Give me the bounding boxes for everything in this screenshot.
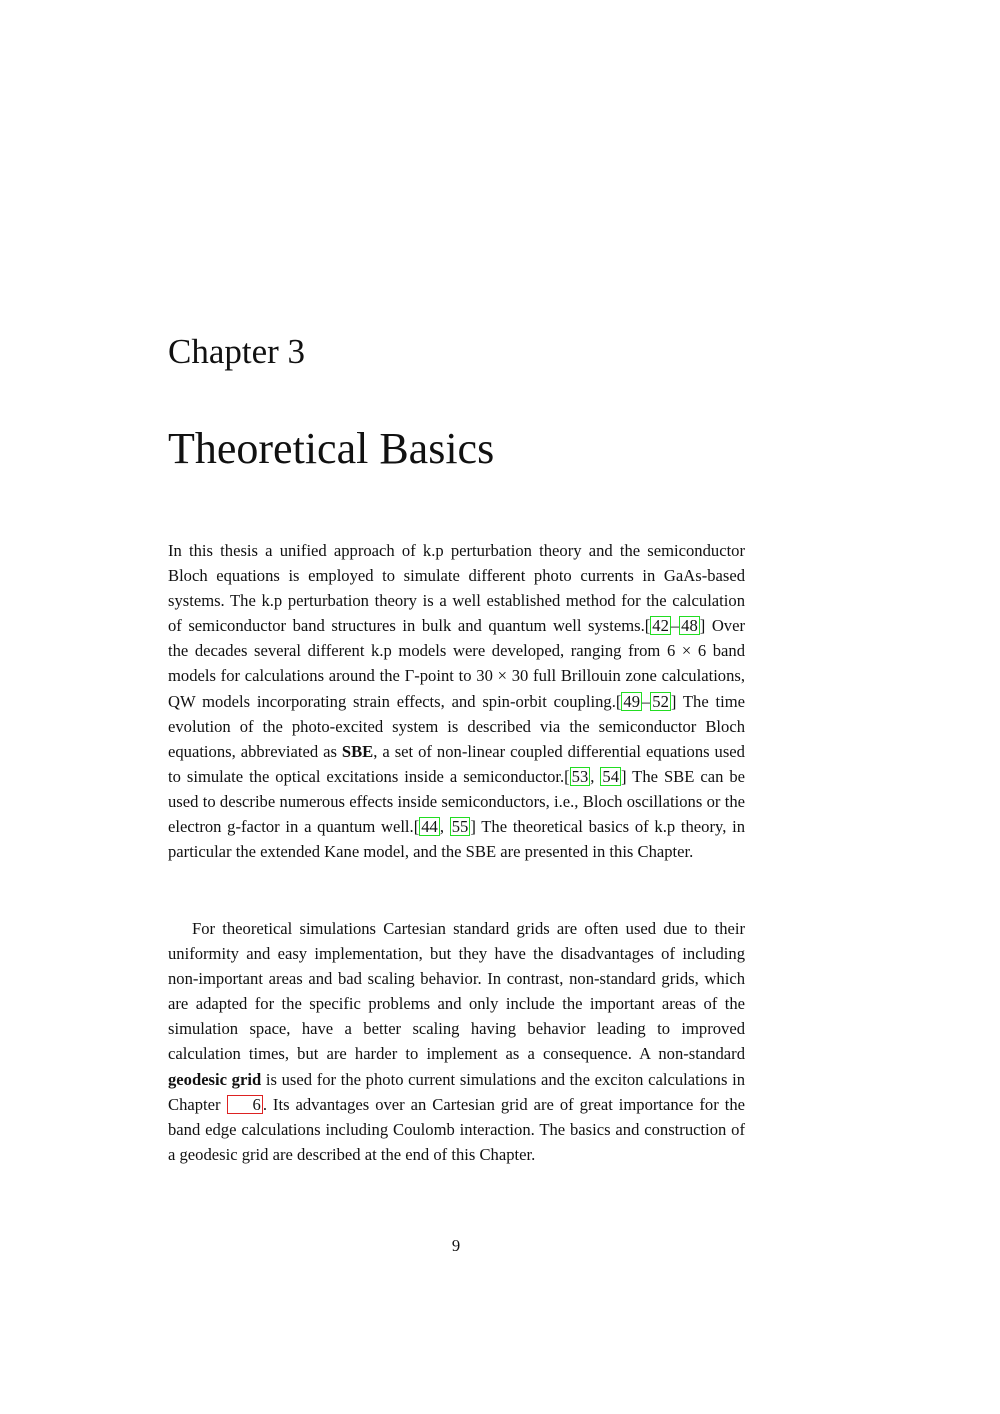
citation-link[interactable]: 49 <box>623 691 640 711</box>
paragraph-text: The time evolution of the photo-excited system is described via the semiconductor Bloch equations, abbreviated as <box>168 691 745 761</box>
bold-term: SBE <box>341 741 374 761</box>
paragraph-text: Over the decades several different k.p models were developed, ranging from 6 × 6 band models for calculations around the Γ-point to 30 × 30 full Brillouin zone calculations, QW models incorporating strain effects, and spin-orbit coupling. <box>168 616 745 711</box>
paragraph-text: . Its advantages over an Cartesian grid are of great importance for the band edge calculations including Coulomb interaction. The basics and construction of a geodesic grid are described at the end of this Chapter. <box>168 1094 745 1164</box>
citation-separator: , <box>590 766 601 786</box>
paragraph-text: The SBE can be used to describe numerous effects inside semiconductors, i.e., Bloch oscillations or the electron g-factor in a quantum well. <box>168 766 746 837</box>
chapter-reference-link[interactable]: 6 <box>227 1095 263 1114</box>
citation-link[interactable]: 48 <box>681 616 698 636</box>
chapter-title: Theoretical Basics <box>168 424 495 473</box>
grid-paragraph <box>168 916 745 1167</box>
page-number: 9 <box>451 1236 461 1255</box>
citation-separator: – <box>641 691 651 711</box>
citation-link[interactable]: 44 <box>421 817 438 837</box>
paragraph-text: In this thesis a unified approach of k.p perturbation theory and the semiconductor Bloch equations is employed to simulate different photo currents in GaAs-based systems. The k.p perturbation theory is a well established method for the calculation of semiconductor band structures in bulk and quantum well systems. <box>168 541 745 636</box>
citation-link[interactable]: 52 <box>652 691 669 711</box>
citation-link[interactable]: 54 <box>602 766 619 786</box>
bold-term: geodesic grid <box>168 1069 262 1089</box>
citation-separator: , <box>439 817 450 837</box>
paragraph-text: , a set of non-linear coupled differential equations used to simulate the optical excitations inside a semiconductor. <box>168 741 745 786</box>
citation-link[interactable]: 42 <box>652 616 669 636</box>
paragraph-text: is used for the photo current simulations and the exciton calculations in Chapter <box>168 1069 745 1114</box>
citation-link[interactable]: 53 <box>571 766 589 786</box>
paragraph-text: For theoretical simulations Cartesian standard grids are often used due to their uniformity and easy implementation, but they have the disadvantages of including non-important areas and bad scaling behavior. In contrast, non-standard grids, which are adapted for the specific problems and only include the important areas of the simulation space, have a better scaling having behavior leading to improved calculation times, but are harder to implement as a consequence. A non-standard <box>168 919 745 1064</box>
intro-paragraph: In this thesis a unified approach of k.p perturbation theory and the semiconductor Bloch equations is employed to simulate different photo currents in GaAs-based systems. The k.p perturbation theory is a well established method for the calculation of semiconductor band structures in bulk and quantum well systems.[ 42 – 48 ] Over the decades several different k.p models were developed, ranging from 6 × 6 band models for calculations around the Γ-point to 30 × 30 full Brillouin zone calculations, QW models incorporating strain effects, and spin-orbit coupling.[ 49 – 52 ] The time evolution of the photo-excited system is described via the semiconductor Bloch equations, abbreviated as SBE, a set of non-linear coupled differential equations used to simulate the optical excitations inside a semiconductor.[ 53 , 54 ] The SBE can be used to describe numerous effects inside semiconductors, i.e., Bloch oscillations or the electron g-factor in a quantum well.[ 44 , 55 ] The theoretical basics of k.p theory, in particular the extended Kane model, and the SBE are presented in this Chapter. <box>168 541 746 862</box>
chapter-label: Chapter 3 <box>168 332 306 371</box>
citation-separator: – <box>670 616 680 636</box>
citation-link[interactable]: 55 <box>451 817 469 837</box>
paragraph-text: The theoretical basics of k.p theory, in particular the extended Kane model, and the SBE are presented in this Chapter. <box>168 817 746 862</box>
